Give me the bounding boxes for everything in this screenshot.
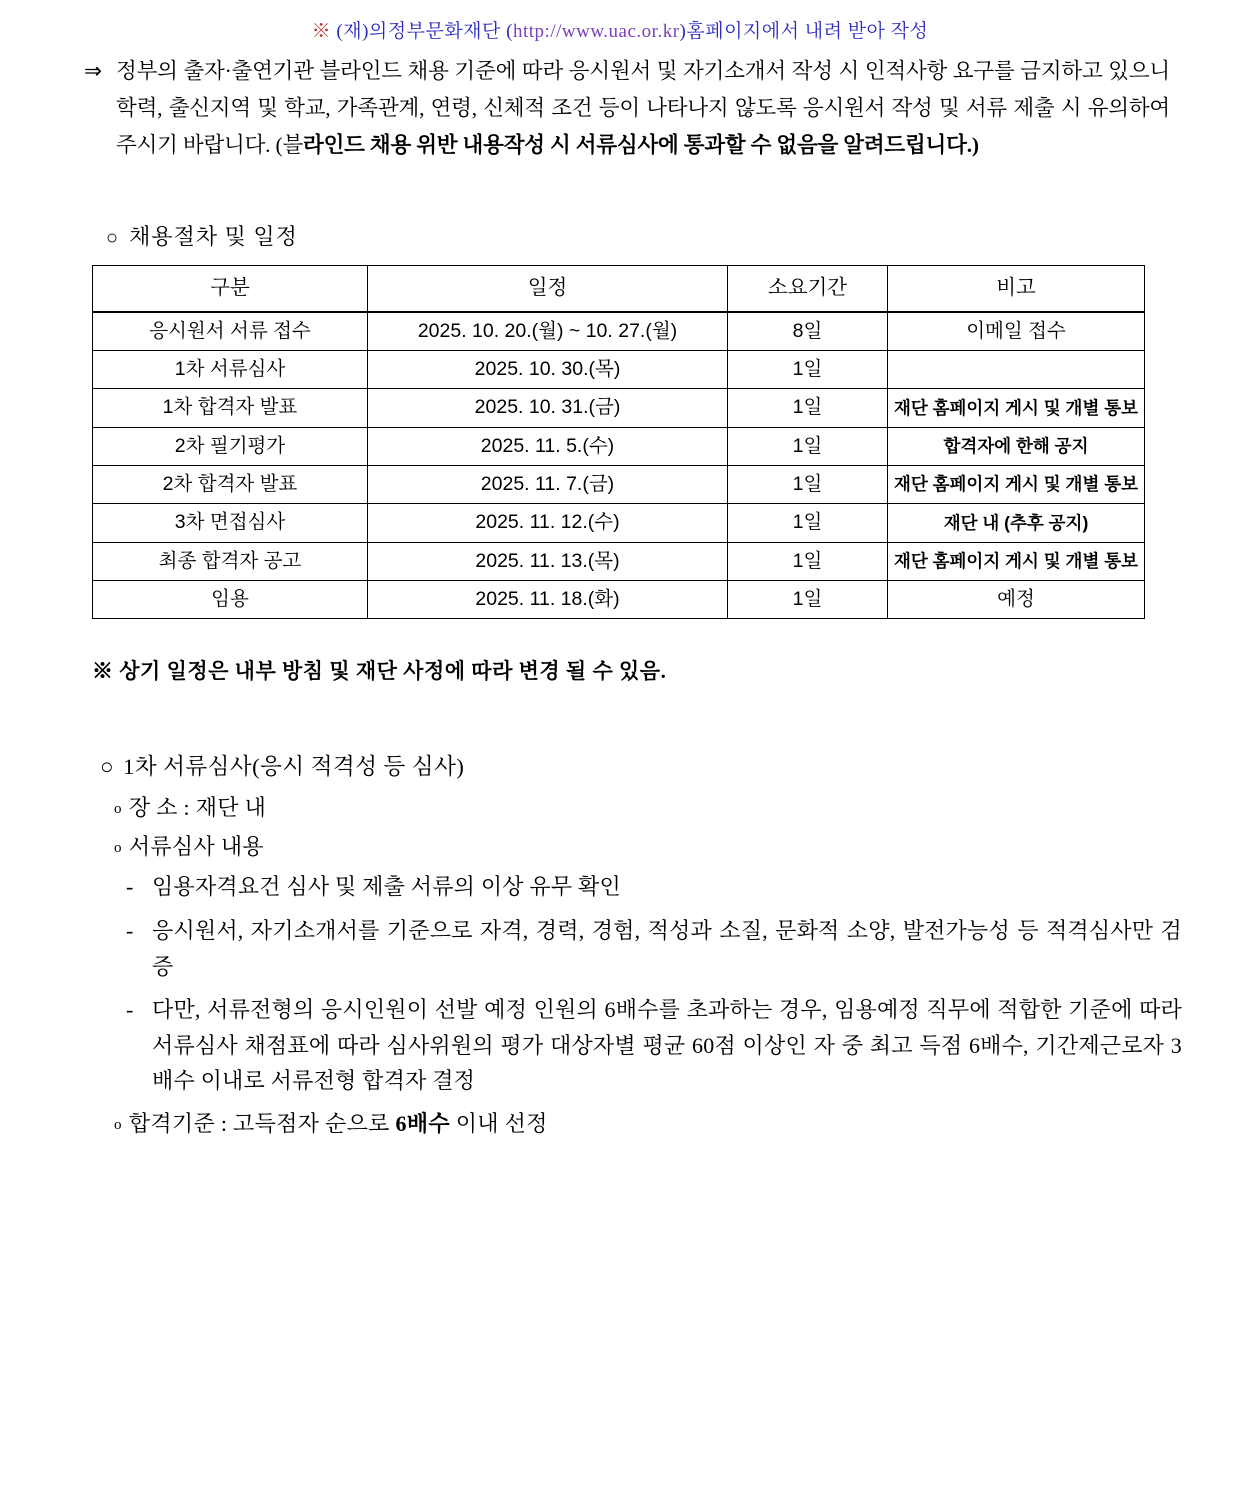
foundation-homepage-link[interactable]: http://www.uac.or.kr <box>512 21 680 42</box>
table-row <box>93 389 1145 427</box>
table-row <box>93 580 1145 618</box>
cell-remark: 이메일 접수 <box>888 312 1145 351</box>
pass-criteria-post: 이내 선정 <box>449 1111 548 1137</box>
cell-schedule: 2025. 11. 12.(수) <box>368 504 728 542</box>
list-item <box>114 830 1170 861</box>
column-header-remark: 비고 <box>888 265 1145 311</box>
cell-remark <box>888 350 1145 388</box>
column-header-schedule: 일정 <box>368 265 728 311</box>
column-header-category: 구분 <box>93 265 368 311</box>
table-header <box>93 265 1145 311</box>
cell-duration: 8일 <box>728 312 888 351</box>
list-item-label: 임용자격요건 심사 및 제출 서류의 이상 유무 확인 <box>152 874 621 900</box>
pass-criteria-pre: 합격기준 : 고득점자 순으로 <box>128 1111 396 1137</box>
cell-duration: 1일 <box>728 465 888 503</box>
list-item-label: 다만, 서류전형의 응시인원이 선발 예정 인원의 6배수를 초과하는 경우, 임용예정 직무에 적합한 기준에 따라 서류심사 채점표에 따라 심사위원의 평가 대상자별 평균 60점 이상인 자 중 최고 득점 6배수, 기간제근로자 3배수 이내로 서류전형 합격자 결정 <box>152 997 1182 1094</box>
dash-bullet-icon: - <box>126 997 134 1023</box>
note-pre-text: (재)의정부문화재단 ( <box>331 21 513 42</box>
column-header-duration: 소요기간 <box>728 265 888 311</box>
cell-remark: 합격자에 한해 공지 <box>888 427 1145 465</box>
list-item-label: 응시원서, 자기소개서를 기준으로 자격, 경력, 경험, 적성과 소질, 문화적 소양, 발전가능성 등 적격심사만 검증 <box>152 917 1182 979</box>
cell-duration: 1일 <box>728 580 888 618</box>
list-item-label: 장 소 : 재단 내 <box>128 795 267 821</box>
cell-duration: 1일 <box>728 542 888 580</box>
cell-category: 2차 필기평가 <box>93 427 368 465</box>
table-row <box>93 504 1145 542</box>
cell-schedule: 2025. 11. 7.(금) <box>368 465 728 503</box>
cell-category: 응시원서 서류 접수 <box>93 312 368 351</box>
table-body <box>93 312 1145 619</box>
arrow-icon: ⇒ <box>84 59 102 83</box>
small-circle-bullet-icon: ο <box>114 1117 122 1134</box>
cell-schedule: 2025. 11. 13.(목) <box>368 542 728 580</box>
cell-remark: 재단 홈페이지 게시 및 개별 통보 <box>888 542 1145 580</box>
dash-bullet-icon: - <box>126 874 134 900</box>
cell-schedule: 2025. 11. 5.(수) <box>368 427 728 465</box>
list-item <box>126 992 1192 1099</box>
section-heading-document-screening <box>100 749 1170 781</box>
circle-bullet-icon: ○ <box>100 754 115 780</box>
table-row <box>93 542 1145 580</box>
table-header-row <box>93 265 1145 311</box>
cell-schedule: 2025. 10. 30.(목) <box>368 350 728 388</box>
note-mark: ※ <box>311 21 332 42</box>
circle-bullet-icon: ○ <box>106 226 120 249</box>
section2-title: 1차 서류심사(응시 적격성 등 심사) <box>123 754 465 780</box>
table-row <box>93 427 1145 465</box>
list-item <box>114 791 1170 822</box>
small-circle-bullet-icon: ο <box>114 840 122 857</box>
cell-duration: 1일 <box>728 427 888 465</box>
cell-remark: 예정 <box>888 580 1145 618</box>
table-row <box>93 350 1145 388</box>
small-circle-bullet-icon: ο <box>114 801 122 818</box>
notice-text-normal: 정부의 출자·출연기관 블라인드 채용 기준에 따라 응시원서 및 자기소개서 작성 시 인적사항 요구를 금지하고 있으니 학력, 출신지역 및 학교, 가족관계, 연령, 신체적 조건 등이 나타나지 않도록 응시원서 작성 및 서류 제출 시 유의하여 주시기 바랍니다. (블 <box>116 59 1170 157</box>
cell-duration: 1일 <box>728 389 888 427</box>
cell-category: 2차 합격자 발표 <box>93 465 368 503</box>
section-heading-recruitment-process <box>106 220 1170 251</box>
cell-category: 1차 합격자 발표 <box>93 389 368 427</box>
list-item <box>126 913 1192 984</box>
section1-title: 채용절차 및 일정 <box>129 223 298 249</box>
cell-category: 3차 면접심사 <box>93 504 368 542</box>
cell-remark: 재단 홈페이지 게시 및 개별 통보 <box>888 465 1145 503</box>
pass-criteria-multiplier: 6배수 <box>395 1111 450 1137</box>
cell-category: 최종 합격자 공고 <box>93 542 368 580</box>
cell-category: 임용 <box>93 580 368 618</box>
cell-remark: 재단 내 (추후 공지) <box>888 504 1145 542</box>
cell-schedule: 2025. 10. 31.(금) <box>368 389 728 427</box>
top-note <box>70 16 1170 43</box>
cell-schedule: 2025. 11. 18.(화) <box>368 580 728 618</box>
list-item-label: 서류심사 내용 <box>128 834 264 860</box>
list-item <box>126 869 1170 905</box>
pass-criteria-item <box>114 1107 1170 1138</box>
note-post-text: )홈페이지에서 내려 받아 작성 <box>679 21 929 42</box>
cell-duration: 1일 <box>728 504 888 542</box>
table-row <box>93 312 1145 351</box>
notice-text-bold: 라인드 채용 위반 내용작성 시 서류심사에 통과할 수 없음을 알려드립니다.) <box>303 132 979 157</box>
dash-bullet-icon: - <box>126 917 134 943</box>
schedule-change-note: ※ 상기 일정은 내부 방침 및 재단 사정에 따라 변경 될 수 있음. <box>92 659 667 684</box>
blind-recruitment-notice-paragraph <box>70 53 1170 164</box>
table-row <box>93 465 1145 503</box>
cell-category: 1차 서류심사 <box>93 350 368 388</box>
cell-duration: 1일 <box>728 350 888 388</box>
recruitment-schedule-table <box>92 265 1145 619</box>
cell-schedule: 2025. 10. 20.(월) ~ 10. 27.(월) <box>368 312 728 351</box>
cell-remark: 재단 홈페이지 게시 및 개별 통보 <box>888 389 1145 427</box>
